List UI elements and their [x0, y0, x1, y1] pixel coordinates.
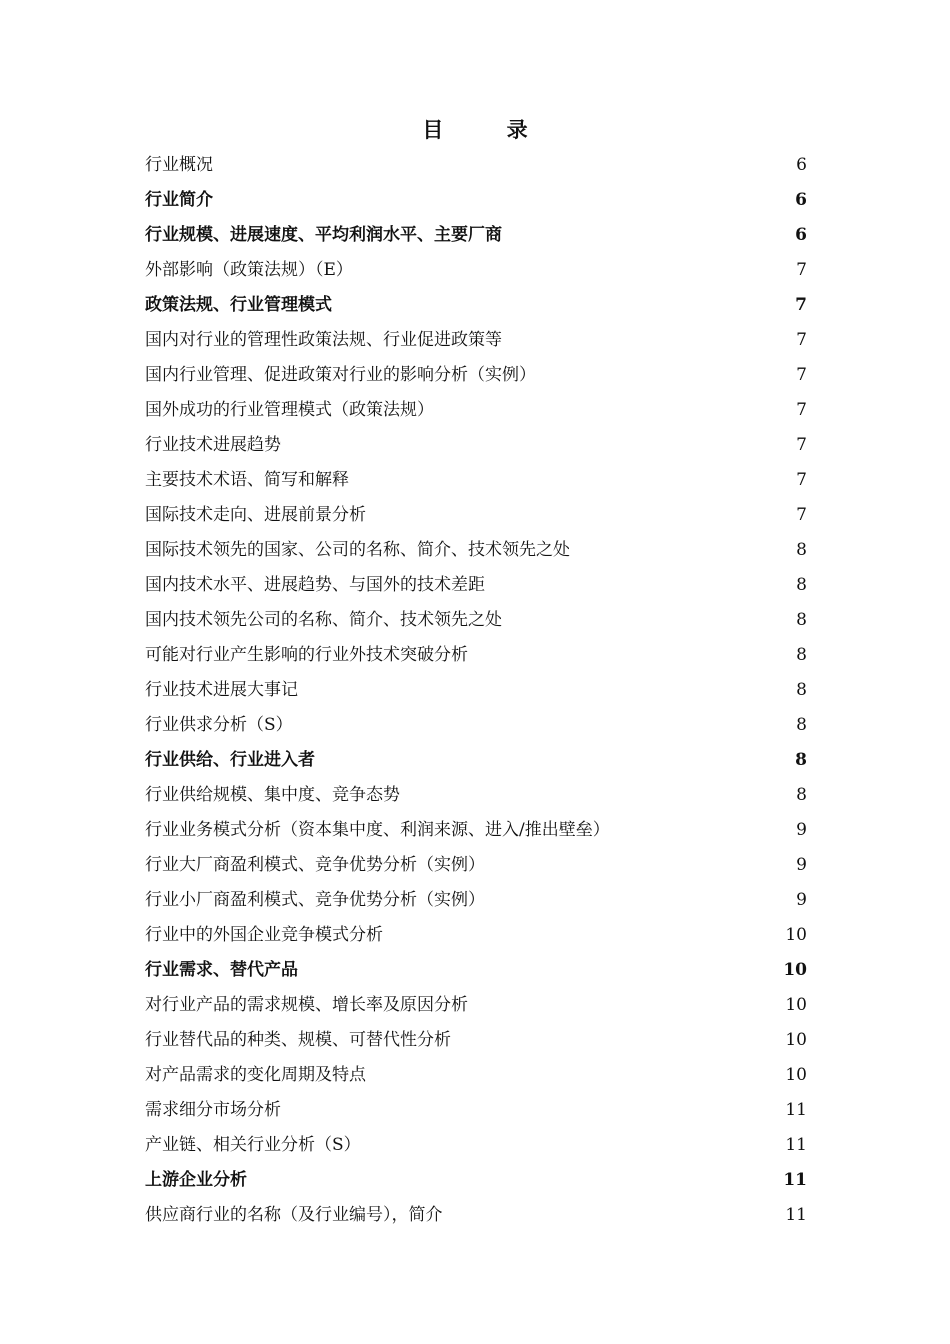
toc-entry-text: 外部影响（政策法规）（E）: [145, 260, 353, 280]
toc-entry[interactable]: [145, 848, 807, 883]
toc-entry-text: 行业替代品的种类、规模、可替代性分析: [145, 1030, 451, 1050]
toc-entry[interactable]: [145, 568, 807, 603]
toc-entry-page-number: 7: [796, 330, 807, 350]
toc-entry[interactable]: [145, 708, 807, 743]
toc-entry-page-number: 8: [796, 715, 807, 735]
toc-entry[interactable]: [145, 218, 807, 253]
toc-entry-text: 国内行业管理、促进政策对行业的影响分析（实例）: [145, 365, 536, 385]
toc-entry[interactable]: [145, 813, 807, 848]
toc-entry-page-number: 11: [783, 1170, 807, 1190]
toc-entry-text: 国内技术领先公司的名称、简介、技术领先之处: [145, 610, 502, 630]
toc-entry-text: 行业技术进展大事记: [145, 680, 298, 700]
toc-entry[interactable]: [145, 428, 807, 463]
toc-entry[interactable]: [145, 1093, 807, 1128]
toc-entry[interactable]: [145, 883, 807, 918]
toc-entry-text: 行业规模、进展速度、平均利润水平、主要厂商: [145, 225, 502, 245]
toc-entry-page-number: 7: [796, 470, 807, 490]
toc-entry-page-number: 10: [783, 960, 807, 980]
toc-entry-page-number: 8: [796, 645, 807, 665]
toc-entry-page-number: 10: [785, 995, 807, 1015]
toc-entry-text: 供应商行业的名称（及行业编号），简介: [145, 1205, 443, 1225]
toc-entry[interactable]: [145, 603, 807, 638]
toc-entry[interactable]: [145, 638, 807, 673]
toc-entry-text: 行业简介: [145, 190, 213, 210]
toc-entry-page-number: 8: [795, 750, 807, 770]
toc-entry-text: 上游企业分析: [145, 1170, 247, 1190]
toc-entry-page-number: 8: [796, 785, 807, 805]
toc-entry-page-number: 8: [796, 610, 807, 630]
toc-entry-text: 国际技术走向、进展前景分析: [145, 505, 366, 525]
toc-entry-text: 对行业产品的需求规模、增长率及原因分析: [145, 995, 468, 1015]
toc-entry-page-number: 7: [796, 260, 807, 280]
toc-entry[interactable]: [145, 183, 807, 218]
toc-entry-page-number: 6: [795, 225, 807, 245]
toc-entry[interactable]: [145, 323, 807, 358]
toc-entry[interactable]: [145, 1163, 807, 1198]
toc-list: [145, 148, 807, 1233]
toc-entry-page-number: 7: [796, 365, 807, 385]
toc-entry-text: 行业供给规模、集中度、竞争态势: [145, 785, 400, 805]
toc-entry-text: 行业供给、行业进入者: [145, 750, 315, 770]
toc-entry-page-number: 8: [796, 540, 807, 560]
toc-entry-page-number: 7: [796, 400, 807, 420]
toc-entry-text: 需求细分市场分析: [145, 1100, 281, 1120]
toc-entry-page-number: 11: [785, 1205, 807, 1225]
toc-entry-text: 主要技术术语、简写和解释: [145, 470, 349, 490]
toc-entry[interactable]: [145, 1198, 807, 1233]
toc-entry-page-number: 9: [796, 820, 807, 840]
toc-entry-page-number: 11: [785, 1135, 807, 1155]
toc-entry[interactable]: [145, 358, 807, 393]
toc-entry[interactable]: [145, 288, 807, 323]
toc-entry[interactable]: [145, 498, 807, 533]
toc-entry[interactable]: [145, 463, 807, 498]
toc-entry-text: 国外成功的行业管理模式（政策法规）: [145, 400, 434, 420]
toc-entry[interactable]: [145, 533, 807, 568]
toc-title: 目 录: [422, 117, 556, 142]
toc-entry[interactable]: [145, 253, 807, 288]
toc-entry-page-number: 8: [796, 680, 807, 700]
toc-entry-text: 行业概况: [145, 155, 213, 175]
toc-entry[interactable]: [145, 918, 807, 953]
toc-entry-text: 行业业务模式分析（资本集中度、利润来源、进入/推出壁垒）: [145, 820, 610, 840]
toc-entry[interactable]: [145, 673, 807, 708]
toc-entry-page-number: 6: [796, 155, 807, 175]
toc-entry[interactable]: [145, 148, 807, 183]
toc-entry-page-number: 7: [796, 435, 807, 455]
toc-entry-text: 政策法规、行业管理模式: [145, 295, 332, 315]
toc-entry[interactable]: [145, 1128, 807, 1163]
toc-entry-text: 行业大厂商盈利模式、竞争优势分析（实例）: [145, 855, 485, 875]
toc-entry-text: 国内技术水平、进展趋势、与国外的技术差距: [145, 575, 485, 595]
toc-entry-page-number: 7: [796, 505, 807, 525]
toc-entry[interactable]: [145, 393, 807, 428]
toc-entry-text: 国内对行业的管理性政策法规、行业促进政策等: [145, 330, 502, 350]
toc-entry-text: 行业中的外国企业竞争模式分析: [145, 925, 383, 945]
toc-entry[interactable]: [145, 988, 807, 1023]
toc-entry-text: 行业小厂商盈利模式、竞争优势分析（实例）: [145, 890, 485, 910]
toc-entry-page-number: 11: [785, 1100, 807, 1120]
toc-entry-text: 行业需求、替代产品: [145, 960, 298, 980]
toc-entry-text: 行业供求分析（S）: [145, 715, 293, 735]
toc-entry-page-number: 9: [796, 855, 807, 875]
toc-entry[interactable]: [145, 1058, 807, 1093]
toc-entry-text: 对产品需求的变化周期及特点: [145, 1065, 366, 1085]
toc-entry-page-number: 7: [795, 295, 807, 315]
toc-entry[interactable]: [145, 1023, 807, 1058]
toc-entry-page-number: 10: [785, 1030, 807, 1050]
toc-entry[interactable]: [145, 953, 807, 988]
toc-entry-page-number: 9: [796, 890, 807, 910]
toc-entry-page-number: 8: [796, 575, 807, 595]
toc-entry-text: 国际技术领先的国家、公司的名称、简介、技术领先之处: [145, 540, 570, 560]
toc-entry-text: 产业链、相关行业分析（S）: [145, 1135, 361, 1155]
toc-entry-page-number: 6: [795, 190, 807, 210]
toc-entry[interactable]: [145, 743, 807, 778]
toc-entry-text: 行业技术进展趋势: [145, 435, 281, 455]
toc-entry-text: 可能对行业产生影响的行业外技术突破分析: [145, 645, 468, 665]
toc-entry[interactable]: [145, 778, 807, 813]
toc-entry-page-number: 10: [785, 925, 807, 945]
toc-entry-page-number: 10: [785, 1065, 807, 1085]
